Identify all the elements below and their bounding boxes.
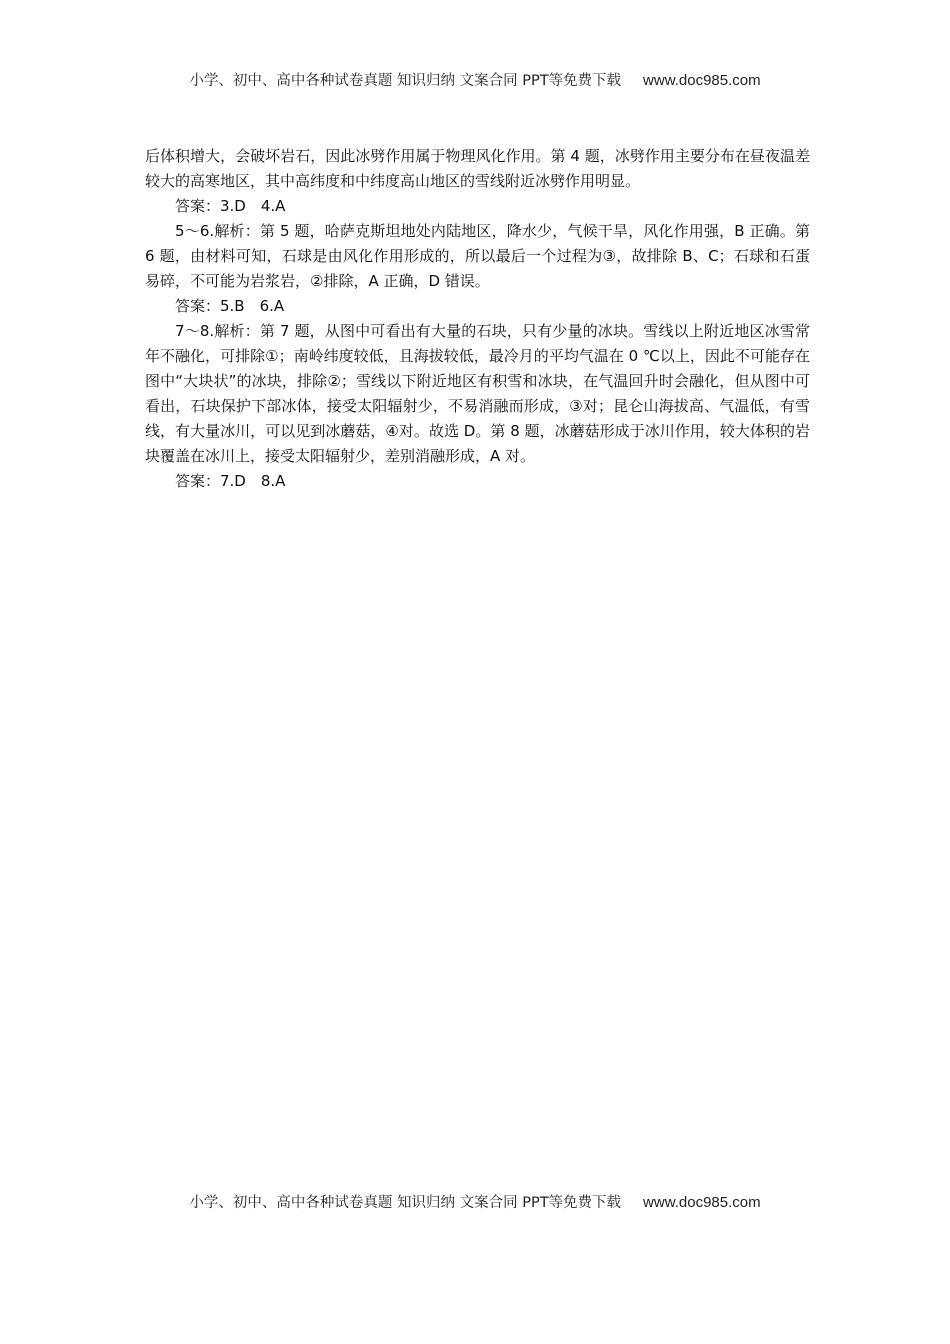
header-text: 小学、初中、高中各种试卷真题 知识归纳 文案合同 PPT等免费下载 — [189, 73, 622, 89]
paragraph-q3-q4-explanation: 后体积增大，会破坏岩石，因此冰劈作用属于物理风化作用。第 4 题，冰劈作用主要分布在昼夜温差较大的高寒地区，其中高纬度和中纬度高山地区的雪线附近冰劈作用明显。 — [145, 147, 810, 190]
paragraph-q5-q6-explanation: 5～6.解析：第 5 题，哈萨克斯坦地处内陆地区，降水少，气候干旱，风化作用强，B 正确。第 6 题，由材料可知，石球是由风化作用形成的，所以最后一个过程为③，故排除 B、C；石球和石蛋易碎，不可能为岩浆岩，②排除，A 正确，D 错误。 — [145, 222, 810, 290]
header-site-url[interactable]: www.doc985.com — [643, 72, 761, 89]
page-footer — [0, 1191, 950, 1212]
paragraph-q7-q8-explanation: 7～8.解析：第 7 题，从图中可看出有大量的石块，只有少量的冰块。雪线以上附近地区冰雪常年不融化，可排除①；南岭纬度较低，且海拔较低，最冷月的平均气温在 0 ℃以上，因此不可能存在图中“大块状”的冰块，排除②；雪线以下附近地区有积雪和冰块，在气温回升时会融化，但从图中可看出，石块保护下部冰体，接受太阳辐射少，不易消融而形成，③对；昆仑山海拔高、气温低，有雪线，有大量冰川，可以见到冰蘑菇，④对。故选 D。第 8 题，冰蘑菇形成于冰川作用，较大体积的岩块覆盖在冰川上，接受太阳辐射少，差别消融形成，A 对。 — [145, 322, 810, 465]
answer-q7-q8: 答案：7.D 8.A — [175, 472, 286, 490]
answer-q3-q4: 答案：3.D 4.A — [175, 197, 286, 215]
footer-text: 小学、初中、高中各种试卷真题 知识归纳 文案合同 PPT等免费下载 — [189, 1195, 622, 1211]
page-header — [0, 69, 950, 90]
footer-site-url[interactable]: www.doc985.com — [643, 1194, 761, 1211]
answer-q5-q6: 答案：5.B 6.A — [175, 297, 285, 315]
document-body — [145, 144, 810, 494]
